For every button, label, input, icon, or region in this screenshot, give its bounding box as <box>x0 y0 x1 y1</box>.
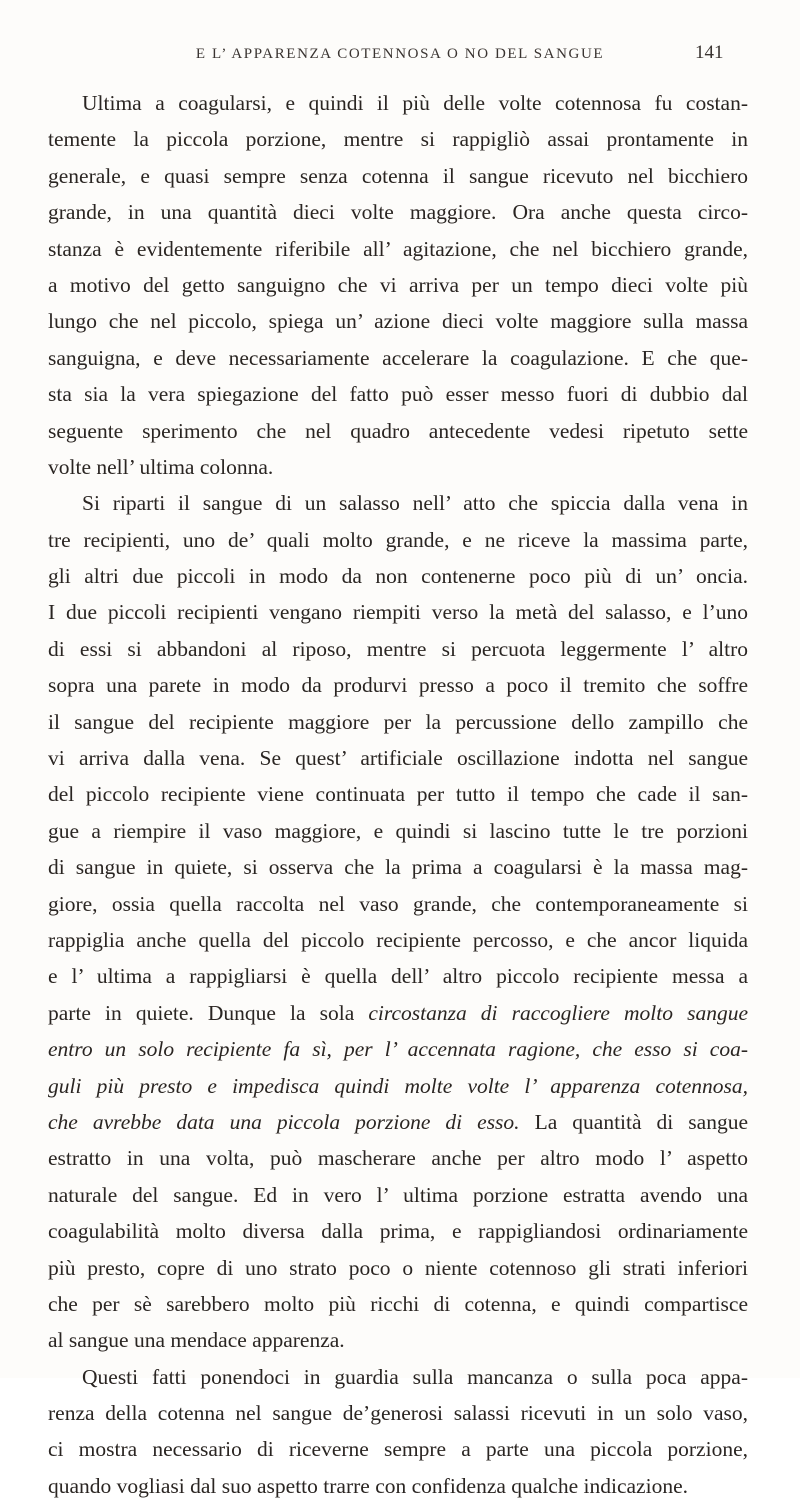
text-line <box>48 194 748 230</box>
italic-text: circostanza di raccogliere molto sangue <box>368 1000 748 1025</box>
text-segment: del piccolo recipiente viene continuata per tutto il tempo che cade il san- <box>48 782 748 807</box>
page-number: 141 <box>695 42 724 63</box>
text-line <box>48 631 748 667</box>
text-segment: grande, in una quantità dieci volte maggiore. Ora anche questa circo- <box>48 200 748 225</box>
body-text <box>48 85 748 1504</box>
text-line <box>48 413 748 449</box>
text-segment: quando vogliasi dal suo aspetto trarre con confidenza qualche indicazione. <box>48 1473 688 1498</box>
text-segment: I due piccoli recipienti vengano riempiti verso la metà del salasso, e l’uno <box>48 600 748 625</box>
text-segment: naturale del sangue. Ed in vero l’ ultima porzione estratta avendo una <box>48 1182 748 1207</box>
text-segment: gli altri due piccoli in modo da non contenerne poco più di un’ oncia. <box>48 564 748 589</box>
text-line <box>48 231 748 267</box>
paragraph <box>48 485 748 1358</box>
text-line <box>48 1359 748 1395</box>
text-line <box>48 121 748 157</box>
text-line <box>48 740 748 776</box>
italic-text: guli più presto e impedisca quindi molte volte l’ apparenza cotennosa, <box>48 1073 748 1098</box>
text-line <box>48 558 748 594</box>
text-line <box>48 704 748 740</box>
text-line <box>48 594 748 630</box>
text-line <box>48 958 748 994</box>
text-segment: renza della cotenna nel sangue de’generosi salassi ricevuti in un solo vaso, <box>48 1401 748 1426</box>
text-segment: temente la piccola porzione, mentre si rappigliò assai prontamente in <box>48 127 748 152</box>
text-line <box>48 922 748 958</box>
text-line <box>48 886 748 922</box>
text-line <box>48 267 748 303</box>
text-segment: parte in quiete. Dunque la sola <box>48 1000 369 1025</box>
text-line <box>48 813 748 849</box>
text-segment: a motivo del getto sanguigno che vi arriva per un tempo dieci volte più <box>48 272 748 297</box>
text-segment: più presto, copre di uno strato poco o niente cotennoso gli strati inferiori <box>48 1255 748 1280</box>
text-segment: rappiglia anche quella del piccolo recipiente percosso, e che ancor liquida <box>48 927 748 952</box>
text-line <box>48 1431 748 1467</box>
text-segment: giore, ossia quella raccolta nel vaso grande, che contemporaneamente si <box>48 891 748 916</box>
text-segment: seguente sperimento che nel quadro antecedente vedesi ripetuto sette <box>48 418 748 443</box>
running-header: E L’ APPARENZA COTENNOSA O NO DEL SANGUE <box>195 46 605 62</box>
text-segment: generale, e quasi sempre senza cotenna il sangue ricevuto nel bicchiero <box>48 163 748 188</box>
text-line <box>48 158 748 194</box>
text-line <box>48 485 748 521</box>
text-line <box>48 849 748 885</box>
text-line <box>48 340 748 376</box>
text-line <box>48 303 748 339</box>
text-line <box>48 522 748 558</box>
text-line <box>48 1468 748 1504</box>
text-segment: e l’ ultima a rappigliarsi è quella dell’ altro piccolo recipiente messa a <box>48 964 748 989</box>
text-segment: il sangue del recipiente maggiore per la percussione dello zampillo che <box>48 709 748 734</box>
text-line <box>48 1250 748 1286</box>
paragraph <box>48 85 748 485</box>
text-line <box>48 1213 748 1249</box>
text-line <box>48 995 748 1031</box>
text-segment: sanguigna, e deve necessariamente accelerare la coagulazione. E che que- <box>48 345 748 370</box>
text-line <box>48 1140 748 1176</box>
text-segment: Questi fatti ponendoci in guardia sulla mancanza o sulla poca appa- <box>82 1364 748 1389</box>
text-line <box>48 667 748 703</box>
text-line <box>48 1104 748 1140</box>
text-segment: Si riparti il sangue di un salasso nell’ atto che spiccia dalla vena in <box>82 491 748 516</box>
text-line <box>48 449 748 485</box>
italic-text: entro un solo recipiente fa sì, per l’ accennata ragione, che esso si coa- <box>48 1037 748 1062</box>
text-segment: al sangue una mendace apparenza. <box>48 1328 345 1353</box>
italic-text: che avrebbe data una piccola porzione di esso. <box>48 1109 520 1134</box>
text-segment: coagulabilità molto diversa dalla prima, e rappigliandosi ordinariamente <box>48 1219 748 1244</box>
text-segment: estratto in una volta, può mascherare anche per altro modo l’ aspetto <box>48 1146 748 1171</box>
text-segment: volte nell’ ultima colonna. <box>48 454 274 479</box>
text-segment: stanza è evidentemente riferibile all’ agitazione, che nel bicchiero grande, <box>48 236 748 261</box>
text-line <box>48 1395 748 1431</box>
text-line <box>48 1031 748 1067</box>
paragraph <box>48 1359 748 1504</box>
text-line <box>48 85 748 121</box>
text-line <box>48 1068 748 1104</box>
text-segment: che per sè sarebbero molto più ricchi di cotenna, e quindi compartisce <box>48 1291 748 1316</box>
text-segment: La quantità di sangue <box>519 1109 748 1134</box>
text-segment: vi arriva dalla vena. Se quest’ artificiale oscillazione indotta nel sangue <box>48 746 748 771</box>
text-segment: di essi si abbandoni al riposo, mentre si percuota leggermente l’ altro <box>48 636 748 661</box>
text-segment: Ultima a coagularsi, e quindi il più delle volte cotennosa fu costan- <box>82 91 748 115</box>
text-line <box>48 376 748 412</box>
text-segment: sta sia la vera spiegazione del fatto può esser messo fuori di dubbio dal <box>48 382 748 407</box>
text-segment: di sangue in quiete, si osserva che la prima a coagularsi è la massa mag- <box>48 855 748 880</box>
text-line <box>48 1322 748 1358</box>
text-line <box>48 776 748 812</box>
text-segment: ci mostra necessario di riceverne sempre a parte una piccola porzione, <box>48 1437 748 1462</box>
text-segment: sopra una parete in modo da produrvi presso a poco il tremito che soffre <box>48 673 748 698</box>
text-line <box>48 1286 748 1322</box>
text-segment: gue a riempire il vaso maggiore, e quindi si lascino tutte le tre porzioni <box>48 818 748 843</box>
text-line <box>48 1177 748 1213</box>
text-segment: tre recipienti, uno de’ quali molto grande, e ne riceve la massima parte, <box>48 527 748 552</box>
text-segment: lungo che nel piccolo, spiega un’ azione dieci volte maggiore sulla massa <box>48 309 748 334</box>
